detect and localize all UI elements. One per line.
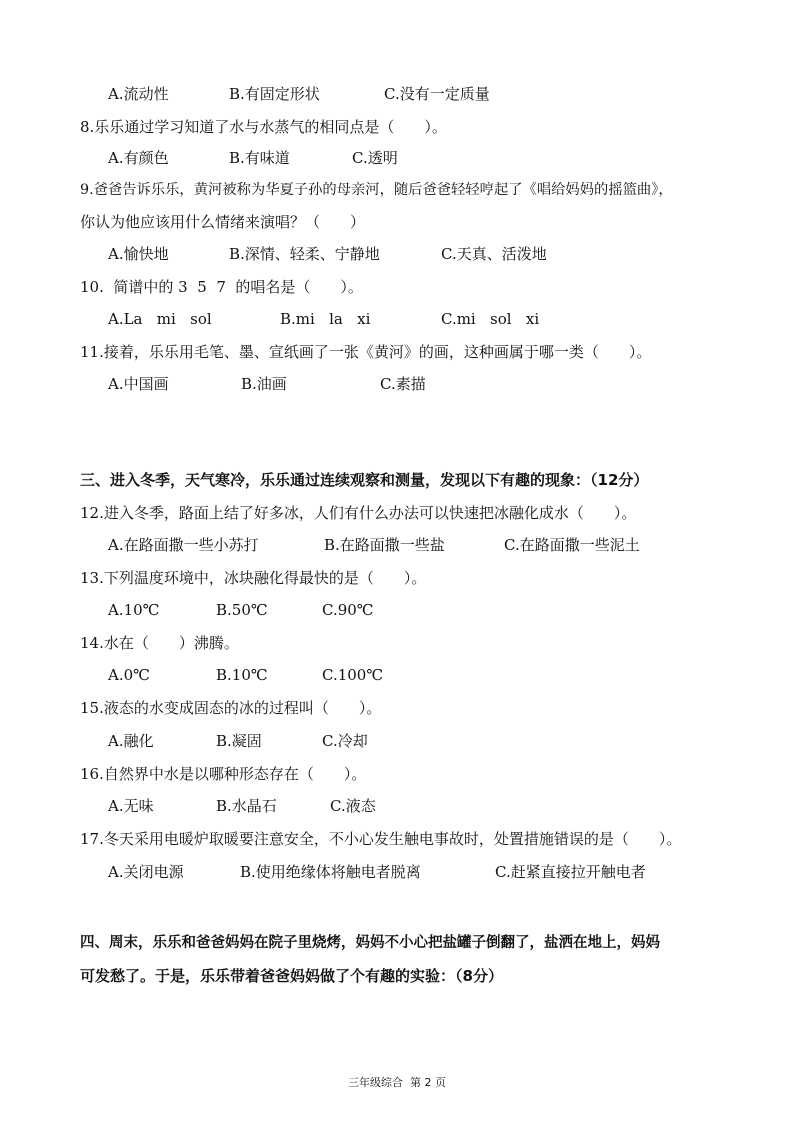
q16-options — [0, 796, 794, 816]
q13-option-c: C.90℃ — [322, 601, 374, 619]
q15-stem: 15.液态的水变成固态的冰的过程叫（ ）。 — [80, 699, 382, 717]
q14-option-a: A.0℃ — [108, 666, 150, 684]
q16-stem: 16.自然界中水是以哪种形态存在（ ）。 — [80, 765, 367, 783]
page-footer: 三年级综合 第 2 页 — [348, 1076, 446, 1089]
q10-options — [0, 309, 794, 329]
q11-option-c: C.素描 — [380, 375, 426, 393]
q13-option-b: B.50℃ — [216, 601, 268, 619]
q12-option-b: B.在路面撒一些盐 — [324, 536, 445, 554]
q9-stem-line1: 9.爸爸告诉乐乐，黄河被称为华夏子孙的母亲河，随后爸爸轻轻哼起了《唱给妈妈的摇篮曲》， — [80, 182, 673, 198]
q10-option-a: A.La mi sol — [108, 310, 212, 328]
q13-option-a: A.10℃ — [108, 601, 160, 619]
q11-stem: 11.接着，乐乐用毛笔、墨、宣纸画了一张《黄河》的画，这种画属于哪一类（ ）。 — [80, 343, 652, 361]
q15-option-a: A.融化 — [108, 732, 154, 750]
q11-option-b: B.油画 — [241, 375, 287, 393]
q11-option-a: A.中国画 — [108, 375, 169, 393]
q9-stem-line2: 你认为他应该用什么情绪来演唱？（ ） — [80, 213, 366, 231]
q17-stem: 17.冬天采用电暖炉取暖要注意安全，不小心发生触电事故时，处置措施错误的是（ ）。 — [80, 830, 682, 848]
q13-options — [0, 600, 794, 620]
q9-option-c: C.天真、活泼地 — [441, 245, 547, 263]
q10-stem: 10. 简谱中的 3 5 7 的唱名是（ ）。 — [80, 278, 363, 296]
q7-option-b: B.有固定形状 — [229, 85, 320, 103]
q15-options — [0, 731, 794, 751]
q12-options — [0, 535, 794, 555]
q9-option-b: B.深情、轻柔、宁静地 — [229, 245, 380, 263]
q16-option-b: B.水晶石 — [216, 797, 277, 815]
q9-options — [0, 244, 794, 264]
q17-option-a: A.关闭电源 — [108, 863, 184, 881]
q7-options — [0, 84, 794, 104]
q7-option-c: C.没有一定质量 — [384, 85, 490, 103]
q10-option-c: C.mi sol xi — [441, 310, 540, 328]
q15-option-c: C.冷却 — [322, 732, 368, 750]
q12-option-c: C.在路面撒一些泥土 — [504, 536, 640, 554]
q8-stem: 8.乐乐通过学习知道了水与水蒸气的相同点是（ ）。 — [80, 118, 447, 136]
q8-option-a: A.有颜色 — [108, 149, 169, 167]
q12-stem: 12.进入冬季，路面上结了好多冰，人们有什么办法可以快速把冰融化成水（ ）。 — [80, 504, 637, 522]
q17-option-b: B.使用绝缘体将触电者脱离 — [240, 863, 421, 881]
q8-option-c: C.透明 — [352, 149, 398, 167]
q14-options — [0, 665, 794, 685]
q8-option-b: B.有味道 — [229, 149, 290, 167]
q15-option-b: B.凝固 — [216, 732, 262, 750]
section4-title-line2: 可发愁了。于是，乐乐带着爸爸妈妈做了个有趣的实验：（8分） — [80, 967, 503, 985]
q16-option-c: C.液态 — [330, 797, 376, 815]
q14-stem: 14.水在（ ）沸腾。 — [80, 634, 239, 652]
q10-option-b: B.mi la xi — [280, 310, 371, 328]
q11-options — [0, 374, 794, 394]
q14-option-c: C.100℃ — [322, 666, 384, 684]
section4-title-line1: 四、周末，乐乐和爸爸妈妈在院子里烧烤，妈妈不小心把盐罐子倒翻了，盐洒在地上，妈妈 — [80, 935, 660, 951]
q13-stem: 13.下列温度环境中，冰块融化得最快的是（ ）。 — [80, 569, 427, 587]
q12-option-a: A.在路面撒一些小苏打 — [108, 536, 259, 554]
section3-title: 三、进入冬季，天气寒冷，乐乐通过连续观察和测量，发现以下有趣的现象：（12分） — [80, 471, 649, 489]
q9-option-a: A.愉快地 — [108, 245, 169, 263]
q16-option-a: A.无味 — [108, 797, 154, 815]
q17-option-c: C.赶紧直接拉开触电者 — [495, 863, 646, 881]
q8-options — [0, 148, 794, 168]
q14-option-b: B.10℃ — [216, 666, 268, 684]
q17-options — [0, 862, 794, 882]
q7-option-a: A.流动性 — [108, 85, 169, 103]
